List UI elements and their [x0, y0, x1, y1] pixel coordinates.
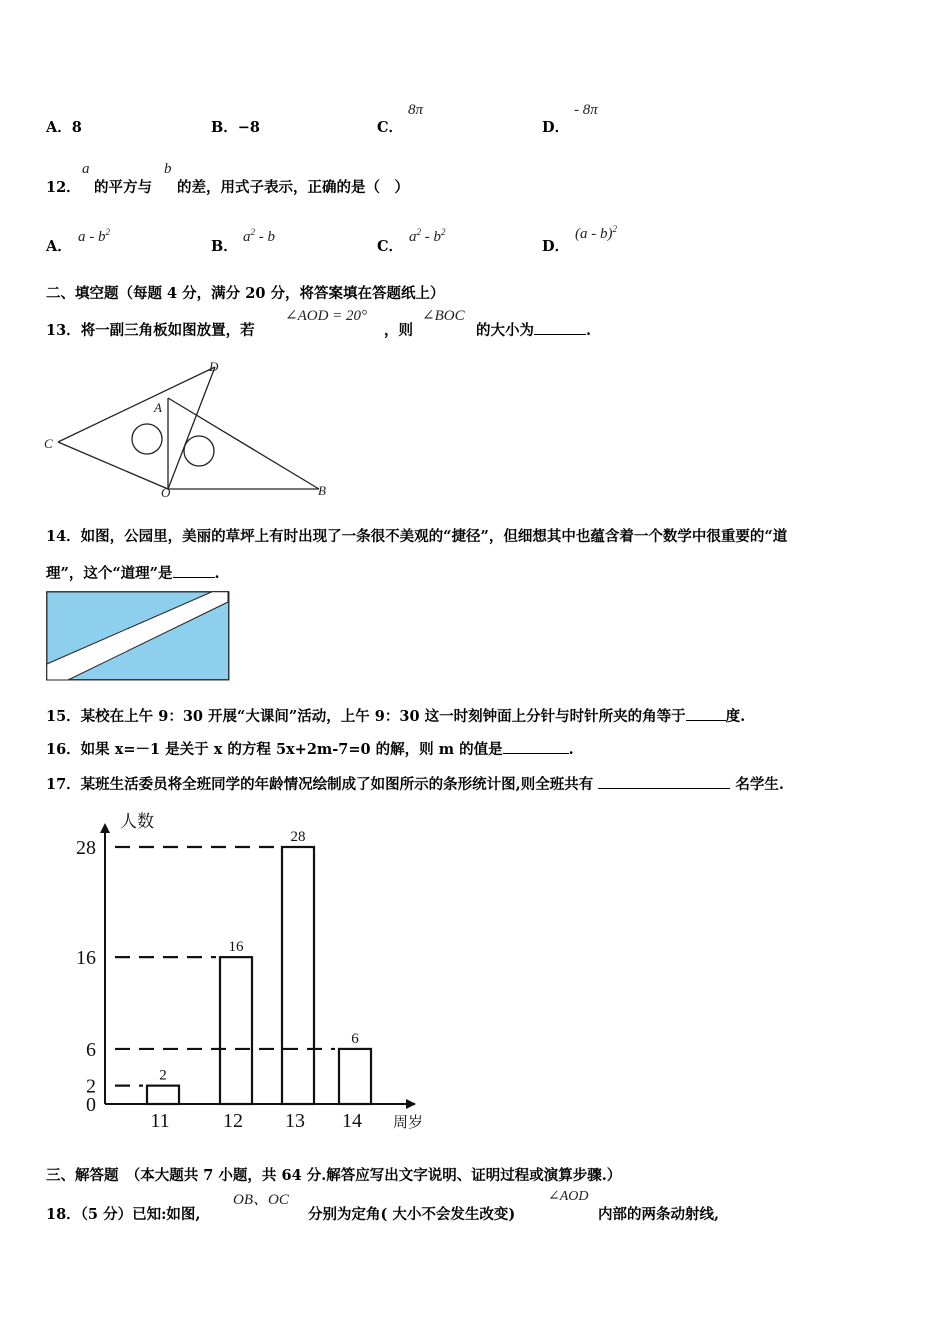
q13-text-3: 的大小为 .	[476, 322, 592, 339]
data-label: 28	[290, 829, 306, 845]
q16-text: 16．如果 x=－1 是关于 x 的方程 5x+2m-7=0 的解，则 m 的值是 .	[46, 741, 574, 758]
q11-option-c-value: 8π	[408, 102, 424, 118]
bar	[282, 847, 314, 1104]
label-d: D	[209, 359, 219, 374]
q11-option-d: D．	[542, 119, 570, 136]
q17-text: 17．某班生活委员将全班同学的年龄情况绘制成了如图所示的条形统计图,则全班共有 名学生.	[46, 776, 784, 793]
label-b: B	[318, 483, 326, 498]
x-tick-label: 11	[150, 1110, 170, 1132]
y-tick-label: 2	[86, 1075, 96, 1098]
x-tick-label: 14	[342, 1110, 362, 1132]
q14-lawn-figure	[46, 591, 230, 683]
q18-number: 18．（5 分）已知:如图,	[46, 1206, 201, 1223]
q17-bar-chart	[60, 805, 440, 1140]
q12-option-d-expr: (a - b)$^2$	[575, 224, 617, 242]
data-label: 2	[159, 1067, 167, 1084]
q12-option-d: D．	[542, 238, 570, 255]
x-tick-label: 12	[223, 1110, 243, 1132]
line-cd	[58, 367, 215, 442]
answer-blank[interactable]	[503, 741, 569, 754]
answer-blank[interactable]	[534, 322, 586, 335]
answer-blank[interactable]	[598, 776, 730, 789]
y-axis-label: 人数	[120, 812, 154, 831]
q12-option-c-expr: $a^2 - b^2$	[409, 227, 446, 245]
line-ab	[168, 398, 319, 489]
q12-option-c: C．	[377, 238, 404, 255]
bar	[220, 957, 252, 1104]
q11-option-b: B．−8	[211, 119, 261, 136]
bar	[339, 1049, 371, 1104]
q13-angle-aod: ∠AOD = 20°	[285, 308, 368, 324]
set-square-hole-right	[184, 436, 214, 466]
line-co	[58, 442, 168, 489]
q12-var-a: a	[82, 161, 90, 177]
y-tick-label: 6	[86, 1038, 96, 1061]
q13-angle-boc: ∠BOC	[422, 308, 465, 324]
q11-option-c: C．	[377, 119, 404, 136]
data-label: 16	[228, 939, 244, 956]
q12-text-1: 的平方与	[94, 179, 152, 196]
q12-option-a-expr: a - $b^2$	[78, 227, 110, 245]
x-axis-arrow	[406, 1099, 416, 1109]
q11-option-a: A．8	[46, 119, 82, 136]
q18-rays: OB、OC	[233, 1192, 289, 1208]
y-tick-label: 28	[76, 837, 96, 859]
bar	[147, 1086, 179, 1104]
q18-angle-aod: ∠AOD	[548, 1189, 589, 1204]
y-tick-label: 16	[76, 947, 96, 970]
q12-var-b: b	[164, 161, 172, 177]
answer-blank[interactable]	[686, 708, 726, 721]
data-label: 6	[351, 1030, 359, 1047]
q12-option-b: B．	[211, 238, 238, 255]
section-2-title: 二、填空题（每题 4 分，满分 20 分，将答案填在答题纸上）	[46, 285, 445, 302]
x-tick-label: 13	[285, 1110, 305, 1132]
answer-blank[interactable]	[173, 565, 215, 578]
y-tick-label: 0	[86, 1094, 96, 1116]
q18-text-1: 分别为定角( 大小不会发生改变)	[308, 1206, 516, 1223]
q18-text-2: 内部的两条动射线,	[598, 1206, 720, 1223]
q12-option-a: A．	[46, 238, 72, 255]
line-od	[168, 367, 215, 489]
label-a: A	[154, 400, 162, 415]
section-3-title: 三、解答题 （本大题共 7 小题，共 64 分.解答应写出文字说明、证明过程或演算步骤.）	[46, 1167, 622, 1184]
q13-triangle-figure	[40, 355, 340, 505]
q11-option-d-value: - 8π	[574, 102, 598, 118]
x-axis-label: 周岁	[393, 1115, 424, 1131]
q12-text-2: 的差，用式子表示，正确的是（ ）	[177, 179, 409, 196]
q13-text: 13．将一副三角板如图放置，若	[46, 322, 255, 339]
label-o: O	[161, 485, 171, 500]
q14-text-line2: 理”，这个“道理”是 .	[46, 565, 220, 582]
q13-text-2: ，则	[384, 322, 413, 339]
set-square-hole-left	[132, 424, 162, 454]
q14-text-line1: 14．如图，公园里，美丽的草坪上有时出现了一条很不美观的“捷径”，但细想其中也蕴含着一个数学中很重要的“道	[46, 528, 788, 545]
q12-number: 12．	[46, 179, 81, 196]
label-c: C	[44, 436, 53, 451]
q15-text: 15．某校在上午 9：30 开展“大课间”活动，上午 9：30 这一时刻钟面上分针与时针所夹的角等于 度.	[46, 708, 746, 725]
q12-option-b-expr: $a^2$ - b	[243, 227, 275, 245]
y-axis-arrow	[100, 823, 110, 833]
